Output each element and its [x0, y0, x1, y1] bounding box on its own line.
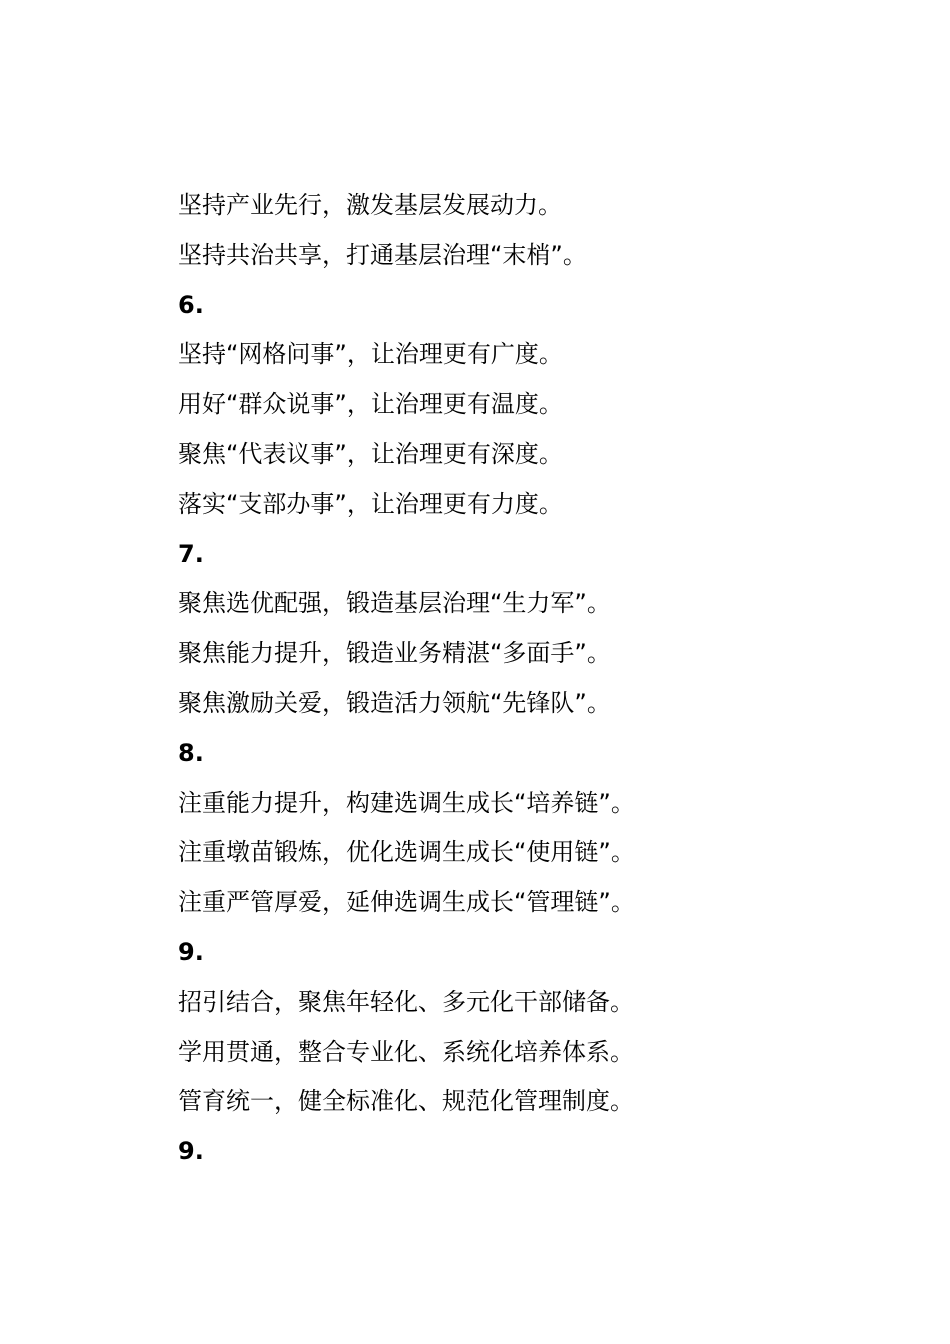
section-number: 8.: [178, 738, 204, 767]
section-number: 7.: [178, 539, 204, 568]
body-line: 注重能力提升，构建选调生成长“培养链”。: [178, 788, 635, 817]
body-line: 聚焦激励关爱，锻造活力领航“先锋队”。: [178, 688, 611, 717]
section-number: 6.: [178, 290, 204, 319]
body-line: 管育统一，健全标准化、规范化管理制度。: [178, 1087, 634, 1116]
body-line: 坚持“网格问事”，让治理更有广度。: [178, 340, 563, 369]
body-line: 聚焦选优配强，锻造基层治理“生力军”。: [178, 589, 611, 618]
section-number: 9.: [178, 937, 204, 966]
body-line: 招引结合，聚焦年轻化、多元化干部储备。: [178, 987, 634, 1016]
section-number: 9.: [178, 1137, 204, 1166]
body-line: 聚焦能力提升，锻造业务精湛“多面手”。: [178, 639, 611, 668]
body-line: 注重墩苗锻炼，优化选调生成长“使用链”。: [178, 838, 635, 867]
body-line: 注重严管厚爱，延伸选调生成长“管理链”。: [178, 888, 635, 917]
body-line: 聚焦“代表议事”，让治理更有深度。: [178, 439, 563, 468]
body-line: 用好“群众说事”，让治理更有温度。: [178, 390, 563, 419]
body-line: 学用贯通，整合专业化、系统化培养体系。: [178, 1037, 634, 1066]
document-body: [178, 181, 898, 1177]
body-line: 坚持产业先行，激发基层发展动力。: [178, 191, 562, 219]
body-line: 坚持共治共享，打通基层治理“末梢”。: [178, 240, 587, 269]
body-line: 落实“支部办事”，让治理更有力度。: [178, 489, 563, 518]
